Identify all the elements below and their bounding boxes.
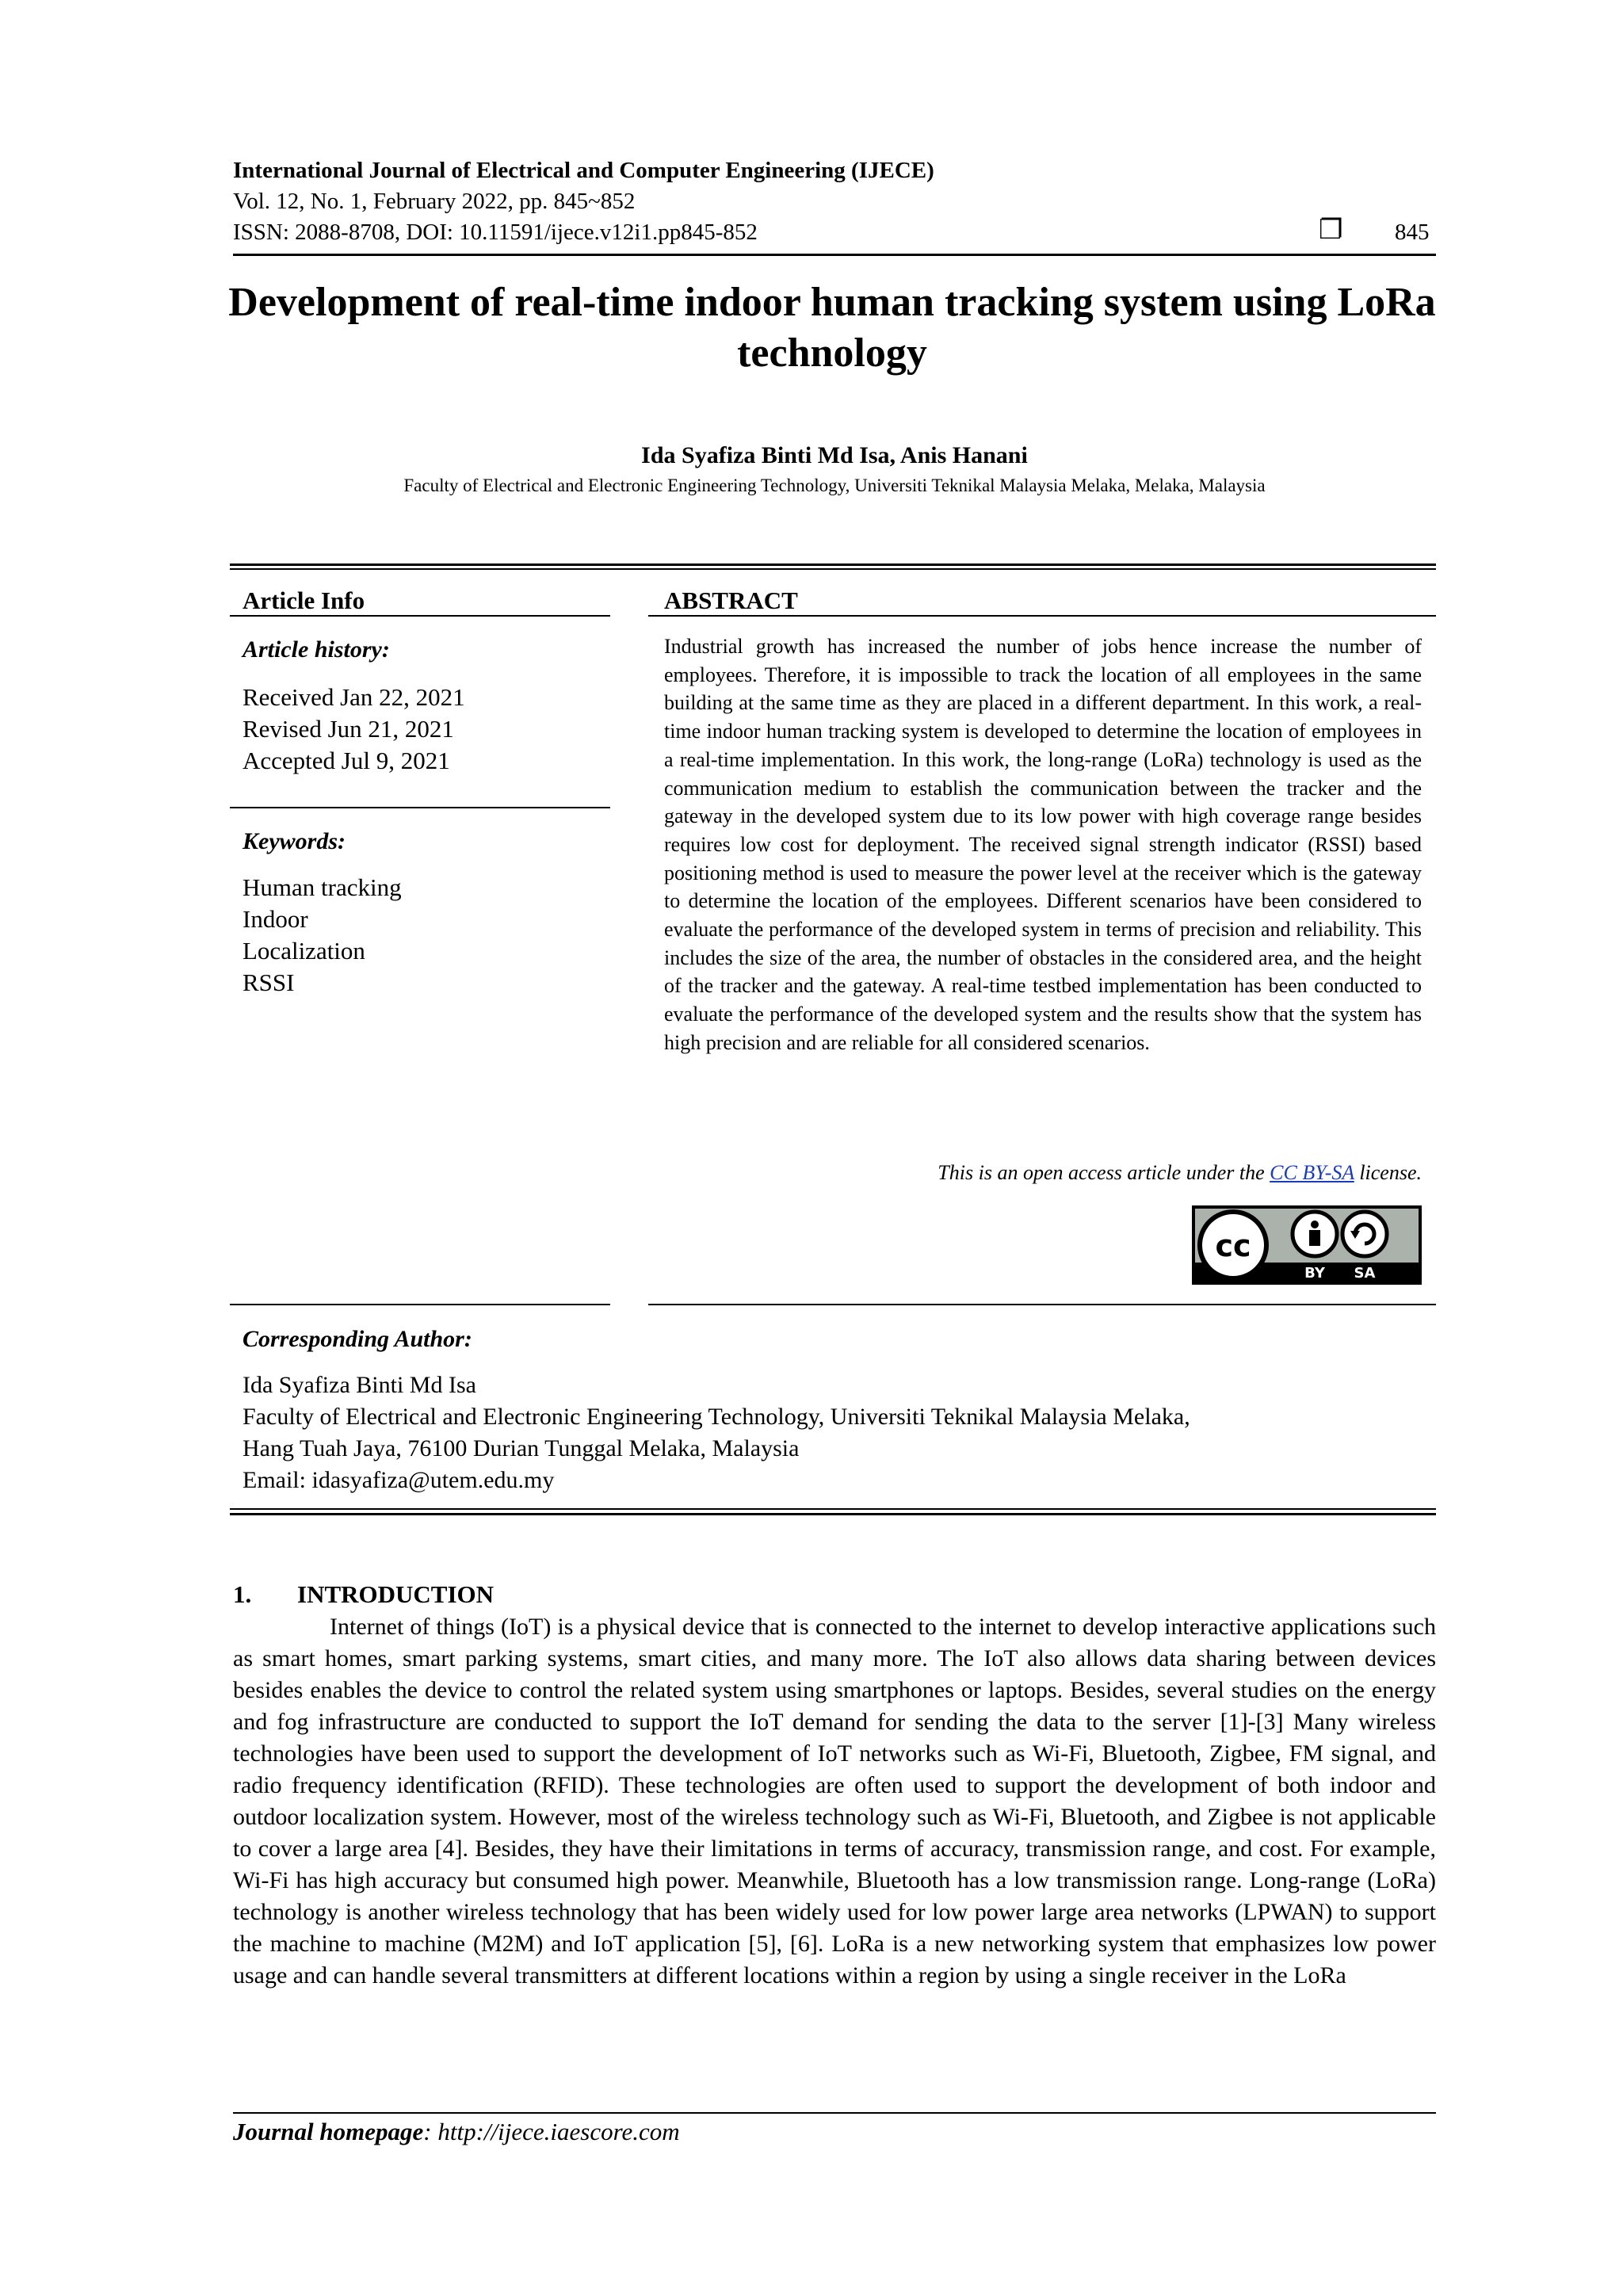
box-icon: ❐	[1319, 214, 1343, 246]
keyword-item: Human tracking	[242, 873, 402, 901]
corr-bottom-rule-1	[230, 1508, 1436, 1510]
info-bottom-rule-left	[230, 1304, 610, 1305]
license-statement	[664, 1161, 1422, 1185]
keyword-item: Localization	[242, 937, 365, 965]
section-title: INTRODUCTION	[297, 1580, 495, 1608]
footer-url[interactable]: : http://ijece.iaescore.com	[423, 2118, 680, 2145]
cc-badge-text: cc	[1215, 1228, 1251, 1263]
by-label: BY	[1304, 1265, 1325, 1282]
cc-by-sa-badge[interactable]	[1192, 1205, 1422, 1285]
journal-homepage	[233, 2118, 680, 2146]
license-suffix: license.	[1354, 1161, 1422, 1184]
issn-doi: ISSN: 2088-8708, DOI: 10.11591/ijece.v12i1.pp845-852	[233, 220, 758, 245]
accepted-date: Accepted Jul 9, 2021	[242, 747, 450, 774]
corresponding-name: Ida Syafiza Binti Md Isa	[242, 1372, 476, 1398]
info-top-rule-1	[230, 563, 1436, 566]
abstract-rule	[648, 615, 1436, 617]
received-date: Received Jan 22, 2021	[242, 683, 465, 711]
keyword-item: Indoor	[242, 905, 308, 933]
info-bottom-rule-right	[648, 1304, 1436, 1305]
section-number: 1.	[233, 1580, 252, 1608]
info-top-rule-2	[230, 568, 1436, 570]
corresponding-email: Email: idasyafiza@utem.edu.my	[242, 1467, 555, 1493]
page-number: 845	[1395, 220, 1430, 245]
introduction-heading	[233, 1580, 494, 1609]
corresponding-address-1: Faculty of Electrical and Electronic Engineering Technology, Universiti Teknikal Malaysia Melaka,	[242, 1404, 1190, 1430]
abstract-heading: ABSTRACT	[664, 586, 798, 614]
corresponding-heading: Corresponding Author:	[242, 1326, 472, 1352]
article-info-rule	[230, 615, 610, 617]
revised-date: Revised Jun 21, 2021	[242, 715, 454, 743]
keywords-heading: Keywords:	[242, 828, 346, 854]
volume-info: Vol. 12, No. 1, February 2022, pp. 845~852	[233, 189, 636, 214]
authors: Ida Syafiza Binti Md Isa, Anis Hanani	[641, 442, 1028, 468]
header-rule	[233, 254, 1436, 256]
introduction-body	[233, 1611, 1436, 1992]
corresponding-address-2: Hang Tuah Jaya, 76100 Durian Tunggal Melaka, Malaysia	[242, 1435, 800, 1461]
footer-label: Journal homepage	[233, 2118, 424, 2145]
history-list	[242, 682, 465, 777]
sa-label: SA	[1354, 1265, 1376, 1282]
abstract-text: Industrial growth has increased the number of jobs hence increase the number of employees. Therefore, it is impossible to track the location of all employees in the same building at the same time as they are placed in a different department. In this work, a real-time indoor human tracking system is developed to determine the location of employees in a real-time implementation. In this work, the long-range (LoRa) technology is used as the communication medium to establish the communication between the tracker and the gateway in the developed system due to its low power with high coverage range besides requires low cost for deployment. The received signal strength indicator (RSSI) based positioning method is used to measure the power level at the receiver which is the gateway to determine the location of the employees. Different scenarios have been considered to evaluate the performance of the developed system in terms of precision and reliability. This includes the size of the area, the number of obstacles in the considered area, and the height of the tracker and the gateway. A real-time testbed implementation has been conducted to evaluate the performance of the developed system and the results show that the system has high precision and are reliable for all considered scenarios.	[664, 635, 1422, 1054]
paper-title: Development of real-time indoor human tracking system using LoRa technology	[228, 280, 1436, 376]
affiliation: Faculty of Electrical and Electronic Engineering Technology, Universiti Teknikal Malaysia Melaka, Melaka, Malaysia	[403, 476, 1266, 495]
cc-by-sa-badge-graphic	[1192, 1205, 1422, 1285]
keywords-rule	[230, 807, 610, 808]
sa-share-icon	[1342, 1212, 1387, 1256]
journal-name: International Journal of Electrical and Computer Engineering (IJECE)	[233, 158, 934, 183]
keyword-item: RSSI	[242, 968, 295, 996]
footer-rule	[233, 2112, 1436, 2114]
corr-bottom-rule-2	[230, 1513, 1436, 1515]
introduction-paragraph: Internet of things (IoT) is a physical device that is connected to the internet to develop interactive applications such as smart homes, smart parking systems, smart cities, and many more. The IoT also allows data sharing between devices besides enables the device to control the related system using smartphones or laptops. Besides, several studies on the energy and fog infrastructure are conducted to support the IoT demand for sending the data to the server [1]-[3] Many wireless technologies have been used to support the development of IoT networks such as Wi-Fi, Bluetooth, Zigbee, FM signal, and radio frequency identification (RFID). These technologies are often used to support the development of both indoor and outdoor localization system. However, most of the wireless technology such as Wi-Fi, Bluetooth, and Zigbee is not applicable to cover a large area [4]. Besides, they have their limitations in terms of accuracy, transmission range, and cost. For example, Wi-Fi has high accuracy but consumed high power. Meanwhile, Bluetooth has a low transmission range. Long-range (LoRa) technology is another wireless technology that has been widely used for low power large area networks (LPWAN) to support the machine to machine (M2M) and IoT application [5], [6]. LoRa is a new networking system that emphasizes low power usage and can handle several transmitters at different locations within a region by using a single receiver in the LoRa	[233, 1614, 1436, 1988]
license-link[interactable]: CC BY-SA	[1270, 1161, 1354, 1184]
history-heading: Article history:	[242, 636, 390, 663]
license-prefix: This is an open access article under the	[938, 1161, 1270, 1184]
keywords-list	[242, 872, 402, 999]
article-info-heading: Article Info	[242, 586, 365, 614]
